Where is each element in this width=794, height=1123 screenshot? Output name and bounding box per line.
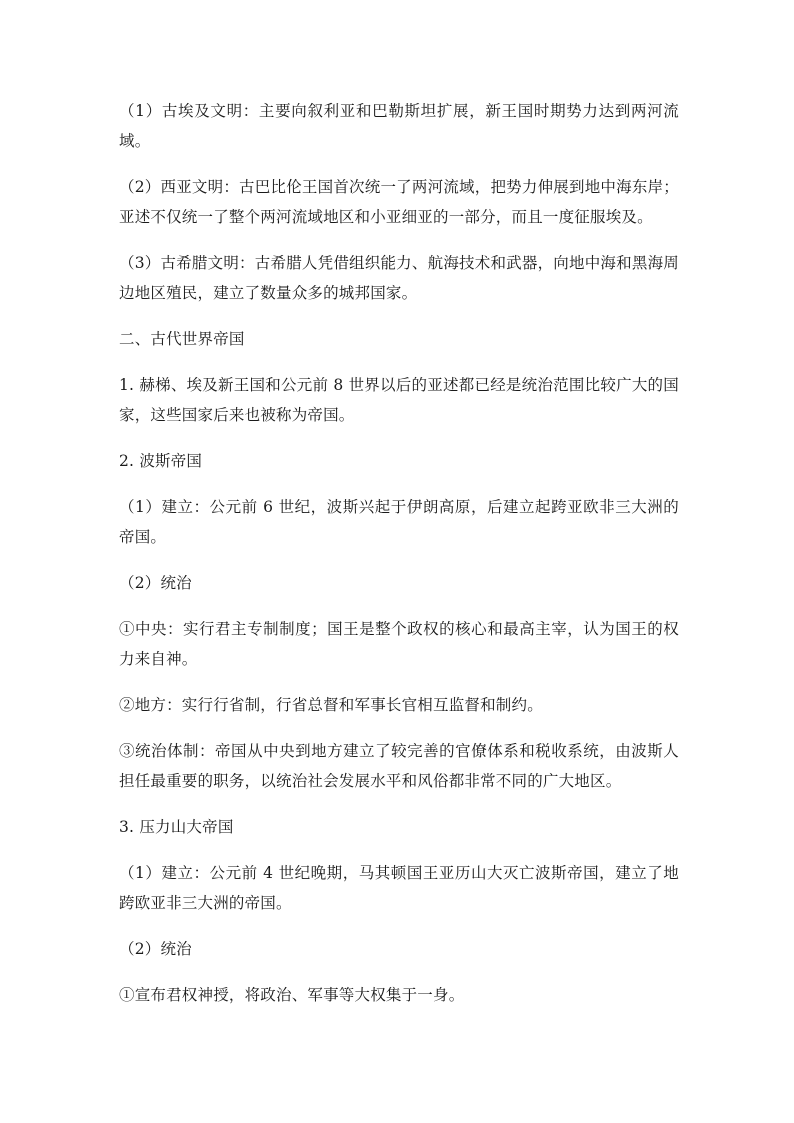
subheading-alexander-empire: 3. 压力山大帝国: [119, 818, 234, 836]
section-heading-ancient-empires: 二、古代世界帝国: [119, 330, 245, 348]
paragraph-persia-founding: （1）建立：公元前 6 世纪，波斯兴起于伊朗高原，后建立起跨亚欧非三大洲的帝国。: [119, 498, 679, 546]
paragraph-persia-system: ③统治体制：帝国从中央到地方建立了较完善的官僚体系和税收系统，由波斯人担任最重要的职务，以统治社会发展水平和风俗都非常不同的广大地区。: [119, 742, 679, 790]
paragraph-alexander-divine-right: ①宣布君权神授，将政治、军事等大权集于一身。: [119, 986, 465, 1004]
paragraph-greece-colonies: （3）古希腊文明：古希腊人凭借组织能力、航海技术和武器，向地中海和黑海周边地区殖民，建立了数量众多的城邦国家。: [119, 254, 679, 302]
paragraph-egypt-expansion: （1）古埃及文明：主要向叙利亚和巴勒斯坦扩展，新王国时期势力达到两河流域。: [119, 102, 679, 150]
document-body: [119, 96, 679, 1026]
paragraph-alexander-founding: （1）建立：公元前 4 世纪晚期，马其顿国王亚历山大灭亡波斯帝国，建立了地跨欧亚非三大洲的帝国。: [119, 864, 679, 912]
paragraph-empires-definition: 1. 赫梯、埃及新王国和公元前 8 世界以后的亚述都已经是统治范围比较广大的国家，这些国家后来也被称为帝国。: [119, 376, 679, 424]
paragraph-persia-central: ①中央：实行君主专制制度；国王是整个政权的核心和最高主宰，认为国王的权力来自神。: [119, 620, 679, 668]
paragraph-west-asia-expansion: （2）西亚文明：古巴比伦王国首次统一了两河流域，把势力伸展到地中海东岸；亚述不仅统一了整个两河流域地区和小亚细亚的一部分，而且一度征服埃及。: [119, 178, 679, 226]
subheading-persian-empire: 2. 波斯帝国: [119, 452, 203, 470]
subheading-persia-rule: （2）统治: [119, 574, 192, 592]
paragraph-persia-local: ②地方：实行行省制，行省总督和军事长官相互监督和制约。: [119, 696, 543, 714]
subheading-alexander-rule: （2）统治: [119, 940, 192, 958]
